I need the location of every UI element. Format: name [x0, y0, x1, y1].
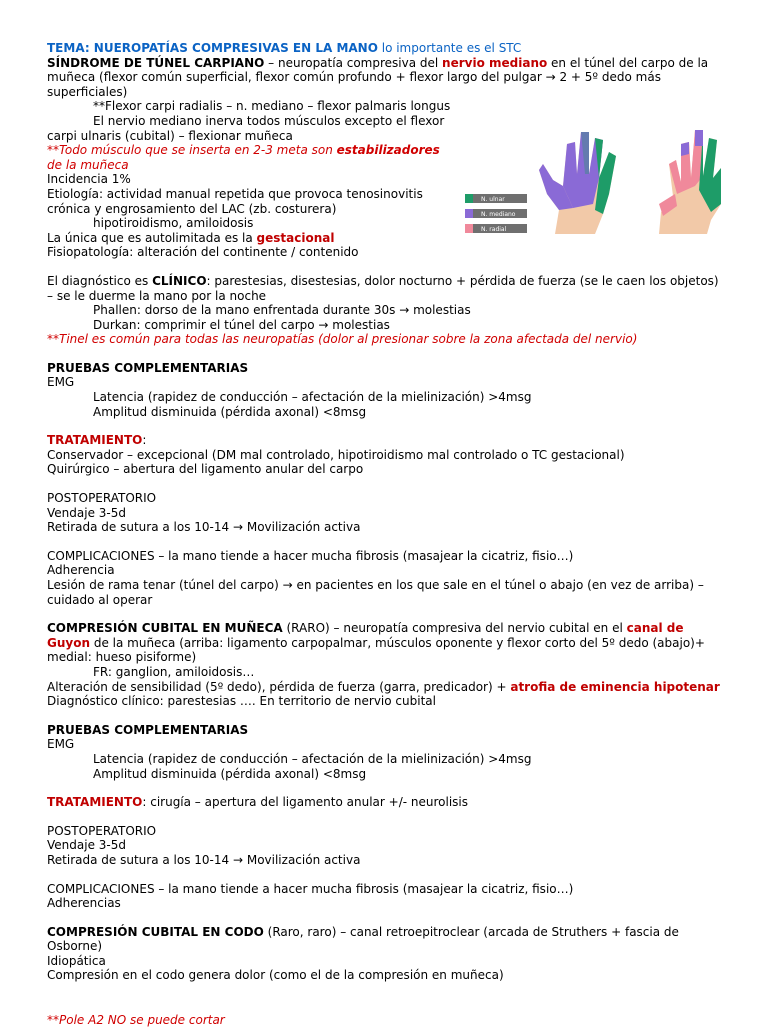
autolim-gestacional: gestacional	[256, 230, 335, 245]
cubital-retirada: Retirada de sutura a los 10-14 → Movilización activa	[47, 852, 361, 867]
stc-intro	[47, 56, 727, 100]
stc-tratamiento-colon: :	[142, 433, 147, 448]
stc-nervio-mediano: nervio mediano	[442, 55, 548, 70]
cubital-tratamiento-label: TRATAMIENTO	[47, 795, 143, 810]
stc-lesion: Lesión de rama tenar (túnel del carpo) → en pacientes en los que sale en el túnel o abajo (en vez de arriba) – cuidado al operar	[47, 578, 704, 607]
legend-swatch-ulnar	[465, 194, 473, 203]
title-main: TEMA: NUEROPATÍAS COMPRESIVAS EN LA MANO	[47, 41, 378, 55]
diag-text-b: : parestesias, disestesias, dolor nocturno + pérdida de fuerza (se le caen los objetos) – se le duerme la mano por la noche	[47, 273, 719, 303]
stc-intro-text-b: en el túnel del carpo de la muñeca (flexor común superficial, flexor común profundo + flexor largo del pulgar → 2 + 5º dedo más superficiales)	[47, 55, 709, 99]
todo-bold: estabilizadores	[336, 143, 440, 158]
legend-ulnar: N. ulnar	[481, 196, 505, 203]
etiologia-b: crónica y engrosamiento del LAC (zb. costurera)	[47, 201, 337, 216]
incidencia: Incidencia 1%	[47, 172, 131, 187]
stc-postop: POSTOPERATORIO	[47, 491, 157, 506]
etiologia-a: Etiología: actividad manual repetida que provoca tenosinovitis	[47, 186, 423, 201]
stc-latencia: Latencia (rapidez de conducción – afectación de la mielinización) >4msg	[93, 390, 532, 405]
cubital-fr: FR: ganglion, amiloidosis…	[93, 664, 255, 679]
codo-heading: COMPRESIÓN CUBITAL EN CODO	[47, 924, 264, 939]
stc-pruebas-heading: PRUEBAS COMPLEMENTARIAS	[47, 360, 249, 375]
codo-idiopatica: Idiopática	[47, 953, 106, 968]
cubital-adherencias: Adherencias	[47, 896, 121, 911]
diag-text-a: El diagnóstico es	[47, 273, 153, 288]
inerva-line-b: carpi ulnaris (cubital) – flexionar muñeca	[47, 128, 293, 143]
legend-swatch-radial	[465, 224, 473, 233]
durkan-test: Durkan: comprimir el túnel del carpo → molestias	[93, 317, 390, 332]
stc-complicaciones: COMPLICACIONES – la mano tiende a hacer mucha fibrosis (masajear la cicatriz, fisio…)	[47, 548, 574, 563]
cubital-muneca-intro	[47, 621, 727, 665]
cubital-alteracion	[47, 680, 727, 695]
cubital-tratamiento	[47, 795, 727, 810]
cubital-muneca-text-b: de la muñeca (arriba: ligamento carpopalmar, músculos oponente y flexor corto del 5º dedo (abajo)+ medial: hueso pisiforme)	[47, 635, 705, 665]
tinel-note: **Tinel es común para todas las neuropatías (dolor al presionar sobre la zona afectada del nervio)	[47, 332, 638, 347]
cubital-complicaciones: COMPLICACIONES – la mano tiende a hacer mucha fibrosis (masajear la cicatriz, fisio…)	[47, 881, 574, 896]
stc-heading: SÍNDROME DE TÚNEL CARPIANO	[47, 55, 265, 70]
todo-text-b: de la muñeca	[47, 157, 129, 172]
cubital-emg: EMG	[47, 737, 75, 752]
alteracion-text: Alteración de sensibilidad (5º dedo), pérdida de fuerza (garra, predicador) +	[47, 679, 511, 694]
legend-swatch-mediano	[465, 209, 473, 218]
codo-intro-text: (Raro, raro) – canal retroepitroclear (arcada de Struthers + fascia de Osborne)	[47, 924, 679, 954]
cubital-postop: POSTOPERATORIO	[47, 823, 157, 838]
cubital-pruebas-heading: PRUEBAS COMPLEMENTARIAS	[47, 722, 249, 737]
flexor-note: **Flexor carpi radialis – n. mediano – flexor palmaris longus	[93, 99, 451, 114]
stc-tratamiento-heading	[47, 433, 727, 448]
cubital-muneca-text-a: (RARO) – neuropatía compresiva del nervio cubital en el	[282, 621, 627, 636]
diag-clinico: CLÍNICO	[152, 273, 207, 288]
legend-radial: N. radial	[481, 226, 507, 233]
stc-amplitud: Amplitud disminuida (pérdida axonal) <8msg	[93, 404, 367, 419]
nerve-legend	[465, 194, 527, 233]
title-sub: lo importante es el STC	[377, 41, 522, 55]
autolim-text: La única que es autolimitada es la	[47, 230, 257, 245]
todo-text-a: **Todo músculo que se inserta en 2-3 meta son	[47, 143, 337, 158]
pole-note: **Pole A2 NO se puede cortar	[47, 1013, 225, 1028]
stc-adherencia: Adherencia	[47, 563, 115, 578]
stc-quirurgico: Quirúrgico – abertura del ligamento anular del carpo	[47, 462, 364, 477]
inerva-line-a: El nervio mediano inerva todos músculos excepto el flexor	[93, 113, 445, 128]
stc-conservador: Conservador – excepcional (DM mal controlado, hipotiroidismo mal controlado o TC gestacional)	[47, 447, 625, 462]
cubital-amplitud: Amplitud disminuida (pérdida axonal) <8msg	[93, 766, 367, 781]
todo-musculo-note	[47, 143, 452, 172]
fisiopatologia: Fisiopatología: alteración del continente / contenido	[47, 245, 359, 260]
atrofia-hipotenar: atrofia de eminencia hipotenar	[510, 679, 720, 694]
stc-emg: EMG	[47, 375, 75, 390]
etiologia-c: hipotiroidismo, amiloidosis	[93, 216, 254, 231]
stc-intro-text-a: – neuropatía compresiva del	[264, 55, 443, 70]
legend-mediano: N. mediano	[481, 211, 516, 218]
diagnostico-line	[47, 274, 727, 303]
hand-innervation-figure	[463, 124, 721, 236]
title-line	[47, 41, 727, 56]
stc-tratamiento-label: TRATAMIENTO	[47, 433, 143, 448]
cubital-diagnostico: Diagnóstico clínico: parestesias …. En territorio de nervio cubital	[47, 694, 436, 709]
codo-compresion: Compresión en el codo genera dolor (como el de la compresión en muñeca)	[47, 968, 504, 983]
cubital-latencia: Latencia (rapidez de conducción – afectación de la mielinización) >4msg	[93, 751, 532, 766]
stc-vendaje: Vendaje 3-5d	[47, 505, 126, 520]
codo-intro	[47, 925, 727, 954]
stc-retirada: Retirada de sutura a los 10-14 → Movilización activa	[47, 520, 361, 535]
cubital-tratamiento-text: : cirugía – apertura del ligamento anular +/- neurolisis	[142, 795, 468, 810]
cubital-muneca-heading: COMPRESIÓN CUBITAL EN MUÑECA	[47, 621, 283, 636]
cubital-vendaje: Vendaje 3-5d	[47, 838, 126, 853]
phallen-test: Phallen: dorso de la mano enfrentada durante 30s → molestias	[93, 303, 471, 318]
hands-illustration	[463, 124, 721, 236]
canal-de-guyon: canal de Guyon	[47, 621, 684, 650]
